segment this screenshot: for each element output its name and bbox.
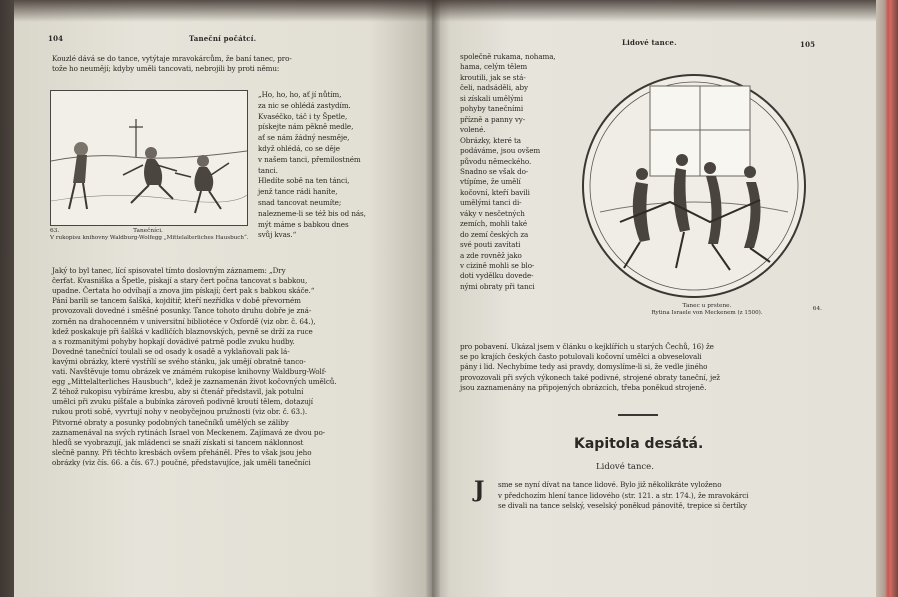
text-line: pro pobavení. Ukázal jsem v článku o kejklířích u starých Čechů, 16) že bbox=[460, 342, 714, 351]
text-line: tože ho neumějí; kdyby uměli tancovati, nebrojili by proti němu: bbox=[52, 64, 280, 73]
text-line: upadne. Čertata ho odvíhají a znova jim pískají; čert pak s babkou skáče.“ bbox=[52, 286, 315, 296]
text-line: „Ho, ho, ho, ať jí nůtím, bbox=[258, 90, 342, 99]
text-line: podáváme, jsou ovšem bbox=[460, 146, 541, 156]
chapter-title: Kapitola desátá. bbox=[574, 436, 704, 452]
text-line: Z téhož rukopisu vybíráme kresbu, aby si čtenář představil, jak potulní bbox=[52, 387, 304, 397]
text-line: hledů se vyobrazují, jak mládenci se snaží získati si tancem náklonnost bbox=[52, 437, 304, 447]
text-line: kavými obrázky, které vystřílí se svého stánku, jak umějí obratně tanco- bbox=[52, 356, 306, 366]
text-line: společně rukama, nohama, bbox=[460, 52, 556, 61]
chapter-subtitle: Lidové tance. bbox=[596, 462, 654, 472]
text-line: snad tancovat neumíte; bbox=[258, 198, 342, 207]
text-line: přízně a panny vy- bbox=[460, 114, 526, 124]
text-line: a zde rovněž jako bbox=[460, 250, 522, 260]
text-line: zaznamenával na svých rytinách Israel von Meckenem. Zajímavá ze dvou po- bbox=[52, 427, 325, 437]
right-figure-number: 64. bbox=[812, 306, 822, 312]
text-line: Pání barili se tancem šalšká, kojditiř, kteří nezřídka v době převorném bbox=[52, 296, 301, 306]
left-figure-title: Tanečníci. bbox=[133, 228, 163, 234]
left-illustration bbox=[50, 90, 248, 226]
text-line: volené. bbox=[460, 125, 486, 135]
left-page bbox=[14, 0, 432, 597]
text-line: zemích, mohli také bbox=[460, 219, 528, 229]
text-line: své pouti zavítati bbox=[460, 240, 521, 250]
right-running-head: Lidové tance. bbox=[622, 38, 677, 47]
right-figure-caption bbox=[602, 303, 822, 317]
text-line: se divali na tance selský, veselský poněkud pánovitě, trepice si čertíky bbox=[498, 501, 747, 511]
text-line: nými obraty při tanci bbox=[460, 281, 535, 291]
section-divider bbox=[618, 414, 658, 416]
text-line: váky v nesčetných bbox=[460, 208, 525, 218]
text-line: svůj kvas.“ bbox=[258, 230, 297, 240]
right-round-illustration bbox=[580, 72, 808, 300]
text-line: Obrázky, které ta bbox=[460, 135, 521, 145]
text-line: v našem tanci, přemilostném bbox=[258, 154, 361, 164]
text-line: kočovní, kteří bavili bbox=[460, 187, 530, 197]
right-figure-title: Tanec u prstene. bbox=[682, 303, 732, 309]
left-running-head: Taneční počátcí. bbox=[189, 34, 257, 43]
text-line: do zemí českých za bbox=[460, 229, 529, 239]
text-line: kroutili, jak se stá- bbox=[460, 72, 526, 82]
text-line: původu německého. bbox=[460, 156, 532, 166]
text-line: vati. Navštěvuje tomu obrázek ve známém rukopise knihovny Waldburg-Wolf- bbox=[52, 367, 327, 376]
top-shadow bbox=[14, 0, 876, 22]
text-line: Pitvorné obraty a posunky podobných tanečníků umělých se záliby bbox=[52, 417, 289, 427]
right-figure-source: Rytina Israele von Meckenem (z 1500). bbox=[651, 310, 763, 316]
text-line: Snadno se však do- bbox=[460, 166, 529, 176]
text-line: Hledíte sobě na ten tánci, bbox=[258, 176, 350, 186]
left-figure-number: 63. bbox=[50, 228, 60, 234]
text-line: tanci. bbox=[258, 165, 278, 175]
text-line: vtípíme, že umělí bbox=[460, 177, 521, 187]
text-line: slečně panny. Při těchto kresbách ovšem přeháněl. Přes to však jsou jeho bbox=[52, 447, 312, 457]
text-line: pohyby tanečními bbox=[460, 104, 524, 114]
book-gutter bbox=[426, 0, 440, 597]
text-line: rukou proti sobě, vyvrtují nohy v neobyčejnou pružnosti (viz obr. č. 63.). bbox=[52, 407, 308, 417]
text-line: čeli, nadsáděli, aby bbox=[460, 83, 528, 93]
text-line: si získali umělými bbox=[460, 93, 523, 103]
text-line: provozovali dovedné i směšné posunky. Tance tohoto druhu dobře je zná- bbox=[52, 306, 312, 316]
text-line: čerfat. Kvasniška a Špetle, pískají a stary čert počna tancovat s babkou, bbox=[52, 276, 308, 286]
text-line: umělými tanci di- bbox=[460, 198, 522, 208]
text-line: doti vydělku dovede- bbox=[460, 271, 534, 281]
text-line: mýt máme s babkou dnes bbox=[258, 219, 349, 229]
book-edge bbox=[876, 0, 898, 597]
text-line: umělci při zvuku píšťale a bubínka zároveň podivně kroutí tělem, dotazují bbox=[52, 397, 313, 407]
dancers-drawing-icon bbox=[51, 91, 247, 225]
text-line: Dovedné tanečnící toulali se od osady k osadě a vyklaňovali pak lá- bbox=[52, 346, 290, 356]
ring-dance-engraving-icon bbox=[580, 72, 808, 300]
text-line: za nic se ohlédá zastydím. bbox=[258, 100, 351, 110]
left-figure-source: V rukopisu knihovny Waldburg-Wolfegg „Mittelalterliches Hausbuch“. bbox=[50, 235, 249, 241]
text-line: pískejte nám pěkně medle, bbox=[258, 122, 354, 132]
left-figure-caption bbox=[50, 228, 249, 242]
text-line: obrázky (viz čís. 66. a čís. 67.) poučné, představujíce, jak uměli tanečníci bbox=[52, 457, 311, 467]
text-line: kdež poskakuje při šalšká v kadličích blaznovských, pevně se drží za ruce bbox=[52, 326, 313, 336]
text-line: ať se nám žádný nesměje, bbox=[258, 133, 350, 143]
text-line: provozovali při svých výkonech také podivné, strojené obraty taneční, jež bbox=[460, 372, 720, 382]
text-line: Jaký to byl tanec, lící spisovatel tímto doslovným záznamem: „Dry bbox=[52, 266, 286, 275]
text-line: hama, celým tělem bbox=[460, 62, 528, 72]
text-line: Kvaséčko, táč i ty Špetle, bbox=[258, 111, 348, 121]
text-line: jsou zaznamenány na připojených obrázcích, třeba poněkud strojeně. bbox=[460, 382, 707, 392]
text-line: nalezneme-li se též bis od nás, bbox=[258, 208, 366, 218]
text-line: sme se nyní dívat na tance lidové. Bylo již několikráte vyloženo bbox=[498, 480, 722, 489]
text-line: egg „Mittelalterliches Hausbuch“, kdež je zaznamenán život kočovných umělců. bbox=[52, 377, 337, 387]
text-line: Kouzlé dává se do tance, vytýtaje mravokárcům, že baní tanec, pro- bbox=[52, 54, 292, 63]
text-line: zorněn na drahocenném v universitní bibliotéce v Oxfordě (viz obr. č. 64.), bbox=[52, 316, 316, 326]
right-page bbox=[432, 0, 876, 597]
text-line: v předchozím hlení tance lidového (str. 121. a str. 174.), že mravokárci bbox=[498, 490, 749, 500]
text-line: když ohlédá, co se děje bbox=[258, 144, 340, 153]
right-page-number: 105 bbox=[800, 40, 816, 49]
text-line: se po krajích českých často potulovali kočovní umělci a obveselovali bbox=[460, 352, 702, 362]
drop-cap: J bbox=[474, 477, 485, 503]
text-line: a s rozmanitými pohyby hopkají dovádivé patrně podle zvuku hudby. bbox=[52, 336, 295, 346]
text-line: jenž tance rádi haníte, bbox=[258, 187, 338, 197]
text-line: v cizině mohli se blo- bbox=[460, 261, 535, 270]
left-page-number: 104 bbox=[48, 34, 64, 43]
text-line: pány i lid. Nechybíme tedy asi pravdy, domyslíme-li si, že vedle jiného bbox=[460, 362, 708, 372]
